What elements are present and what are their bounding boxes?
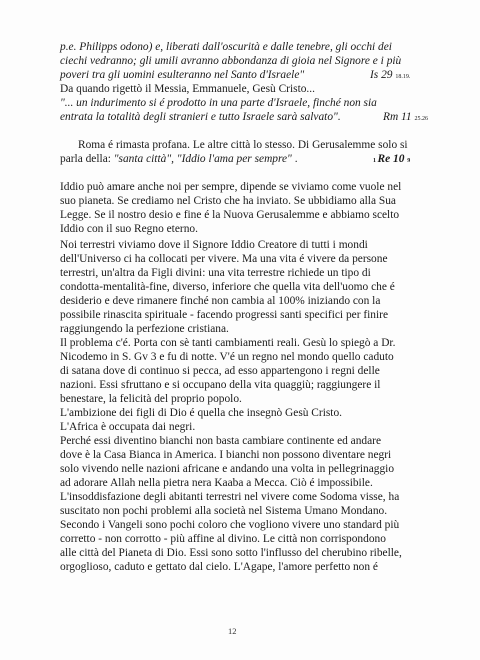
body-line: dove è la Casa Bianca in America. I bianchi non possono diventare negri bbox=[60, 449, 392, 461]
body-line: alle città del Pianeta di Dio. Essi sono sotto l'influsso del cherubino ribelle, bbox=[60, 547, 402, 559]
quote2-line-2: entrata la totalità degli stranieri e tutto Israele sarà salvato". bbox=[60, 111, 341, 123]
scripture-reference-2: Rm 11 25.26 bbox=[383, 111, 428, 123]
body-line: Legge. Se il nostro desio e fine é la Nuova Gerusalemme e abbiamo scelto bbox=[60, 209, 400, 221]
body-line: Il problema c'é. Porta con sè tanti cambiamenti reali. Gesù lo spiegò a Dr. bbox=[60, 337, 396, 349]
body-line: Perché essi diventino bianchi non basta cambiare continente ed andare bbox=[60, 435, 382, 447]
body-line: suo pianeta. Se crediamo nel Cristo che ha inviato. Se ubbidiamo alla Sua bbox=[60, 195, 396, 207]
body-line: Iddio può amare anche noi per sempre, dipende se viviamo come vuole nel bbox=[60, 181, 402, 193]
quote-line-1: p.e. Philipps odono) e, liberati dall'oscurità e dalle tenebre, gli occhi dei bbox=[60, 41, 392, 53]
body-line: possibile rinascita spirituale - facendo progressi santi specifici per finire bbox=[60, 309, 389, 321]
body-line: L'Africa è occupata dai negri. bbox=[60, 421, 196, 433]
body-line: di satana dove di continuo si pecca, ad esso appartengono i regni delle bbox=[60, 365, 380, 377]
quote2-line-1: "... un indurimento si é prodotto in una parte d'Israele, finché non sia bbox=[60, 97, 377, 109]
body-line: nazioni. Essi sfruttano e si occupano della vita quaggiù; raggiungere il bbox=[60, 379, 381, 391]
page-number: 12 bbox=[228, 626, 237, 636]
body-line: desiderio e deve rimanere finché non cambia al 100% iniziando con la bbox=[60, 295, 381, 307]
body-line: condotta-mentalità-fine, diverso, inferiore che quella vita dell'uomo che é bbox=[60, 281, 395, 293]
body-line: Nicodemo in S. Gv 3 e fu di notte. V'é un regno nel mondo quello caduto bbox=[60, 351, 394, 363]
body-line: Iddio con il suo Regno eterno. bbox=[60, 223, 198, 235]
quote-line-3: poveri tra gli uomini esulteranno nel Santo d'Israele" bbox=[60, 69, 305, 81]
transition-line: Da quando rigettò il Messia, Emmanuele, Gesù Cristo... bbox=[60, 83, 315, 95]
body-line: solo vivendo nelle nazioni africane e andando una volta in pellegrinaggio bbox=[60, 463, 395, 475]
scripture-reference-1: Is 29 18.19. bbox=[370, 69, 411, 81]
body-line: L'insoddisfazione degli abitanti terrestri nel vivere come Sodoma visse, ha bbox=[60, 491, 400, 503]
body-line: L'ambizione dei figli di Dio é quella che insegnò Gesù Cristo. bbox=[60, 407, 343, 419]
scripture-reference-3: 1 Re 10 9 bbox=[373, 153, 411, 165]
body-line: ad adorare Allah nella pietra nera Kaaba a Mecca. Ciò é impossibile. bbox=[60, 477, 373, 489]
body-line: suscitato non pochi problemi alla società nel Sistema Umano Mondano. bbox=[60, 505, 388, 517]
rome-line-2: parla della: "santa città", "Iddio l'ama per sempre" . bbox=[60, 153, 298, 165]
quote-line-2: ciechi vedranno; gli umili avranno abbondanza di gioia nel Signore e i più bbox=[60, 55, 402, 67]
body-line: dell'Universo ci ha collocati per vivere. Ma una vita é vivere da persone bbox=[60, 253, 388, 265]
body-line: terrestri, un'altra da Figli divini: una vita terrestre richiede un tipo di bbox=[60, 267, 371, 279]
body-line: corretto - non corrotto - più affine al divino. Le città non corrispondono bbox=[60, 533, 386, 545]
body-line: raggiungendo la perfezione cristiana. bbox=[60, 323, 229, 335]
body-line: benestare, la felicità del proprio popolo. bbox=[60, 393, 242, 405]
rome-line-1: Roma é rimasta profana. Le altre città lo stesso. Di Gerusalemme solo si bbox=[78, 139, 408, 151]
body-line: orgoglioso, caduto e gettato dal cielo. L'Agape, l'amore perfetto non é bbox=[60, 561, 378, 573]
body-line: Noi terrestri viviamo dove il Signore Iddio Creatore di tutti i mondi bbox=[60, 239, 368, 251]
body-line: Secondo i Vangeli sono pochi coloro che vogliono vivere uno standard più bbox=[60, 519, 400, 531]
